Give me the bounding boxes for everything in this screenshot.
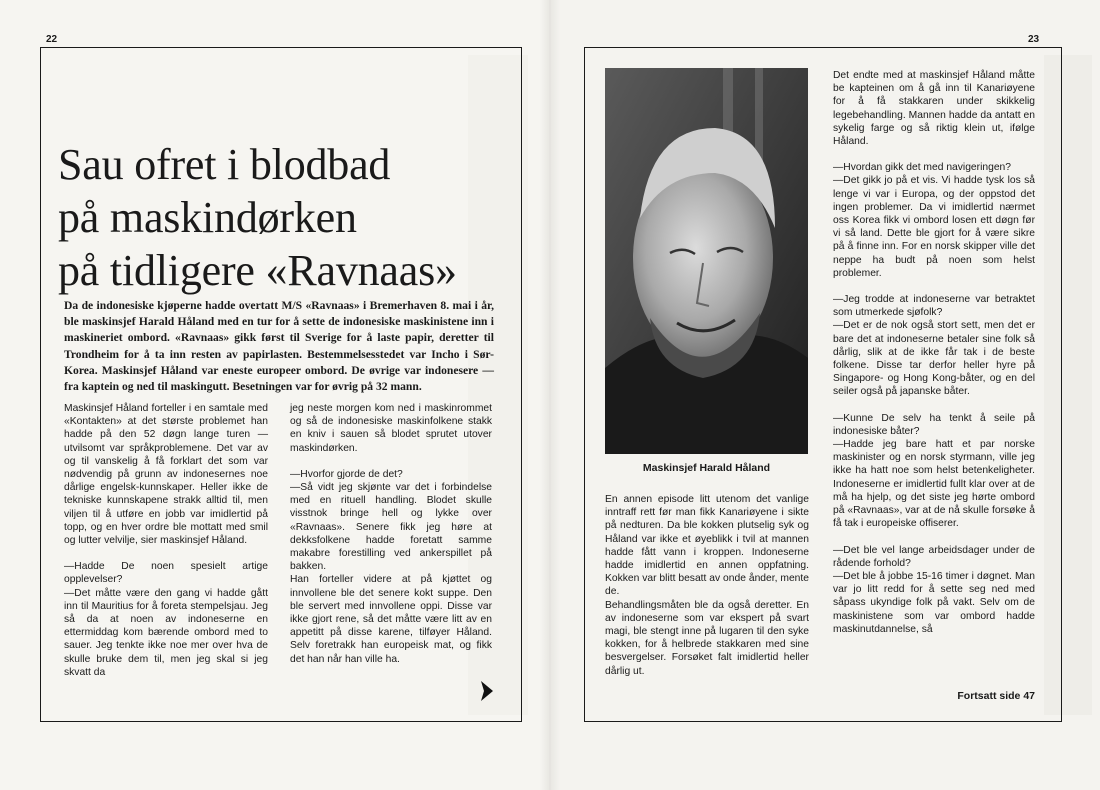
- lead-paragraph: Da de indonesiske kjøperne hadde overtatt M/S «Ravnaas» i Bremerhaven 8. mai i år, ble maskinsjef Harald Håland med en tur for å sette de indonesiske maskinistene inn i maskineriet ombord. «Ravnaas» gikk først til Sverige for å laste papir, deretter til Trondheim for å ta inn resten av papirlasten. Bestemmelsesstedet var Incho i Sør-Korea. Maskinsjef Håland var eneste europeer ombord. De øvrige var indonesere — fra kaptein og ned til maskingutt. Besetningen var for øvrig på 32 mann.: [64, 299, 494, 394]
- body-column-2: [290, 402, 492, 666]
- body-column-4: [833, 69, 1035, 636]
- continued-notice: Fortsatt side 47: [957, 690, 1035, 702]
- body-column-1: [64, 402, 268, 679]
- interview-question: —Kunne De selv ha tenkt å seile på indonesiske båter?: [833, 412, 1035, 437]
- body-paragraph: Det endte med at maskinsjef Håland måtte be kapteinen om å gå inn til Kanariøyene for å få stakkaren under skikkelig legebehandling. Mannen hadde da antatt en sykelig farge og så riktig klein ut, ifølge Håland.: [833, 70, 1035, 148]
- headline-line: Sau ofret i blodbad: [58, 140, 391, 189]
- body-paragraph: —Det måtte være den gang vi hadde gått inn til Mauritius for å foreta stempelsjau. Jeg så da at noen av indoneserne en ettermiddag kom bærende ombord med to sauer. Jeg tenkte ikke noe mer over hva de skulle bruke dem til, men jeg skal si jeg skvatt da: [64, 587, 268, 678]
- page-number-left: 22: [46, 34, 58, 45]
- headline-line: på maskindørken: [58, 193, 357, 242]
- spine-gutter: [540, 0, 560, 790]
- interview-question: —Hvordan gikk det med navigeringen?: [833, 162, 1012, 174]
- body-paragraph: —Det gikk jo på et vis. Vi hadde tysk los så lenge vi var i Europa, og der oppstod det ingen problemer. Da vi imidlertid nærmet oss Korea fikk vi ombord losen ett døgn før vi så land. Dette ble gjort for å være sikre på å finne inn. For en norsk skipper ville det neppe ha budt på noen som helst problemer.: [833, 175, 1035, 279]
- body-paragraph: Maskinsjef Håland forteller i en samtale med «Kontakten» at det største problemet han hadde på den 52 døgn lange turen — utvilsomt var språkproblemene. Det var av og til vanskelig å få forklart det som var nødvendig på grunn av indonesernes noe dårlige engelsk-kunnskaper. Heller ikke de tekniske kunnskapene strakk alltid til, men viljen til å utføre en jobb var imidlertid på topp, og en hver ordre ble mottatt med smil og lutter velvilje, sier maskinsjef Håland.: [64, 403, 268, 547]
- interview-question: —Jeg trodde at indoneserne var betraktet som utmerkede sjøfolk?: [833, 294, 1035, 319]
- headline: [58, 138, 508, 297]
- interview-question: —Hadde De noen spesielt artige opplevelser?: [64, 561, 268, 586]
- body-paragraph: Han forteller videre at på kjøttet og innvollene ble det senere kokt suppe. Den ble servert med innvollene oppi. Disse var ikke gjort rene, så det måtte være litt av en appetitt på disse karene, tilføyer Håland. Selv foretrakk han europeisk mat, og fikk det han når han ville ha.: [290, 574, 492, 665]
- body-paragraph: Behandlingsmåten ble da også deretter. En av indoneserne som var ekspert på svart magi, ble stengt inne på lugaren til den syke kokken, for å helbrede stakkaren med sine besvergelser. Forsøket falt imidlertid heller dårlig ut.: [605, 599, 809, 677]
- portrait-photo: [605, 68, 808, 454]
- interview-question: —Hvorfor gjorde de det?: [290, 468, 403, 480]
- photo-caption: Maskinsjef Harald Håland: [642, 462, 771, 474]
- body-paragraph: —Det er de nok også stort sett, men det er bare det at indoneserne betaler sine folk så dårlig, slik at de ikke får tak i de beste folkene. Disse tar derfor heller hyre på Singapore- og Hong Kong-båter, og en del seiler også på japanske båter.: [833, 320, 1035, 398]
- page-number-right: 23: [1028, 34, 1040, 45]
- continue-arrow-icon: [480, 680, 494, 702]
- body-column-3: [605, 493, 809, 678]
- body-paragraph: En annen episode litt utenom det vanlige inntraff rett før man fikk Kanariøyene i sikte på nedturen. Da ble kokken plutselig syk og Håland var ikke et øyeblikk i tvil at mannen hadde fått vann i kroppen. Indoneserne hadde imidlertid en annen oppfatning. Kokken var blitt besatt av onde ånder, mente de.: [605, 494, 809, 598]
- portrait-image: [605, 68, 808, 454]
- body-paragraph: —Det ble å jobbe 15-16 timer i døgnet. Man var jo litt redd for å sette seg ned med såpass ukyndige folk på vakt. Selv om de maskinistene som var ombord hadde maskinutdannelse, så: [833, 570, 1035, 635]
- interview-question: —Det ble vel lange arbeidsdager under de rådende forhold?: [833, 544, 1035, 569]
- body-paragraph: jeg neste morgen kom ned i maskinrommet og så de indonesiske maskinfolkene stakk en kniv i sauen så blodet sprutet utover maskindørken.: [290, 403, 492, 454]
- headline-line: på tidligere «Ravnaas»: [58, 246, 457, 295]
- body-paragraph: —Så vidt jeg skjønte var det i forbindelse med en rituell handling. Blodet skulle visstnok bringe hell og lykke over «Ravnaas». Senere fikk jeg høre at dekksfolkene hadde foretatt samme makabre forestilling ved ankerspillet på bakken.: [290, 482, 492, 573]
- body-paragraph: —Hadde jeg bare hatt et par norske maskinister og en norsk styrmann, ville jeg ikke ha hatt noe som helst betenkeligheter. Indoneserne er imidlertid fullt klar over at de må ha hjelp, og det siste jeg hørte ombord på «Ravnaas», var at de nå skulle forsøke å få tak i europeiske offiserer.: [833, 439, 1035, 530]
